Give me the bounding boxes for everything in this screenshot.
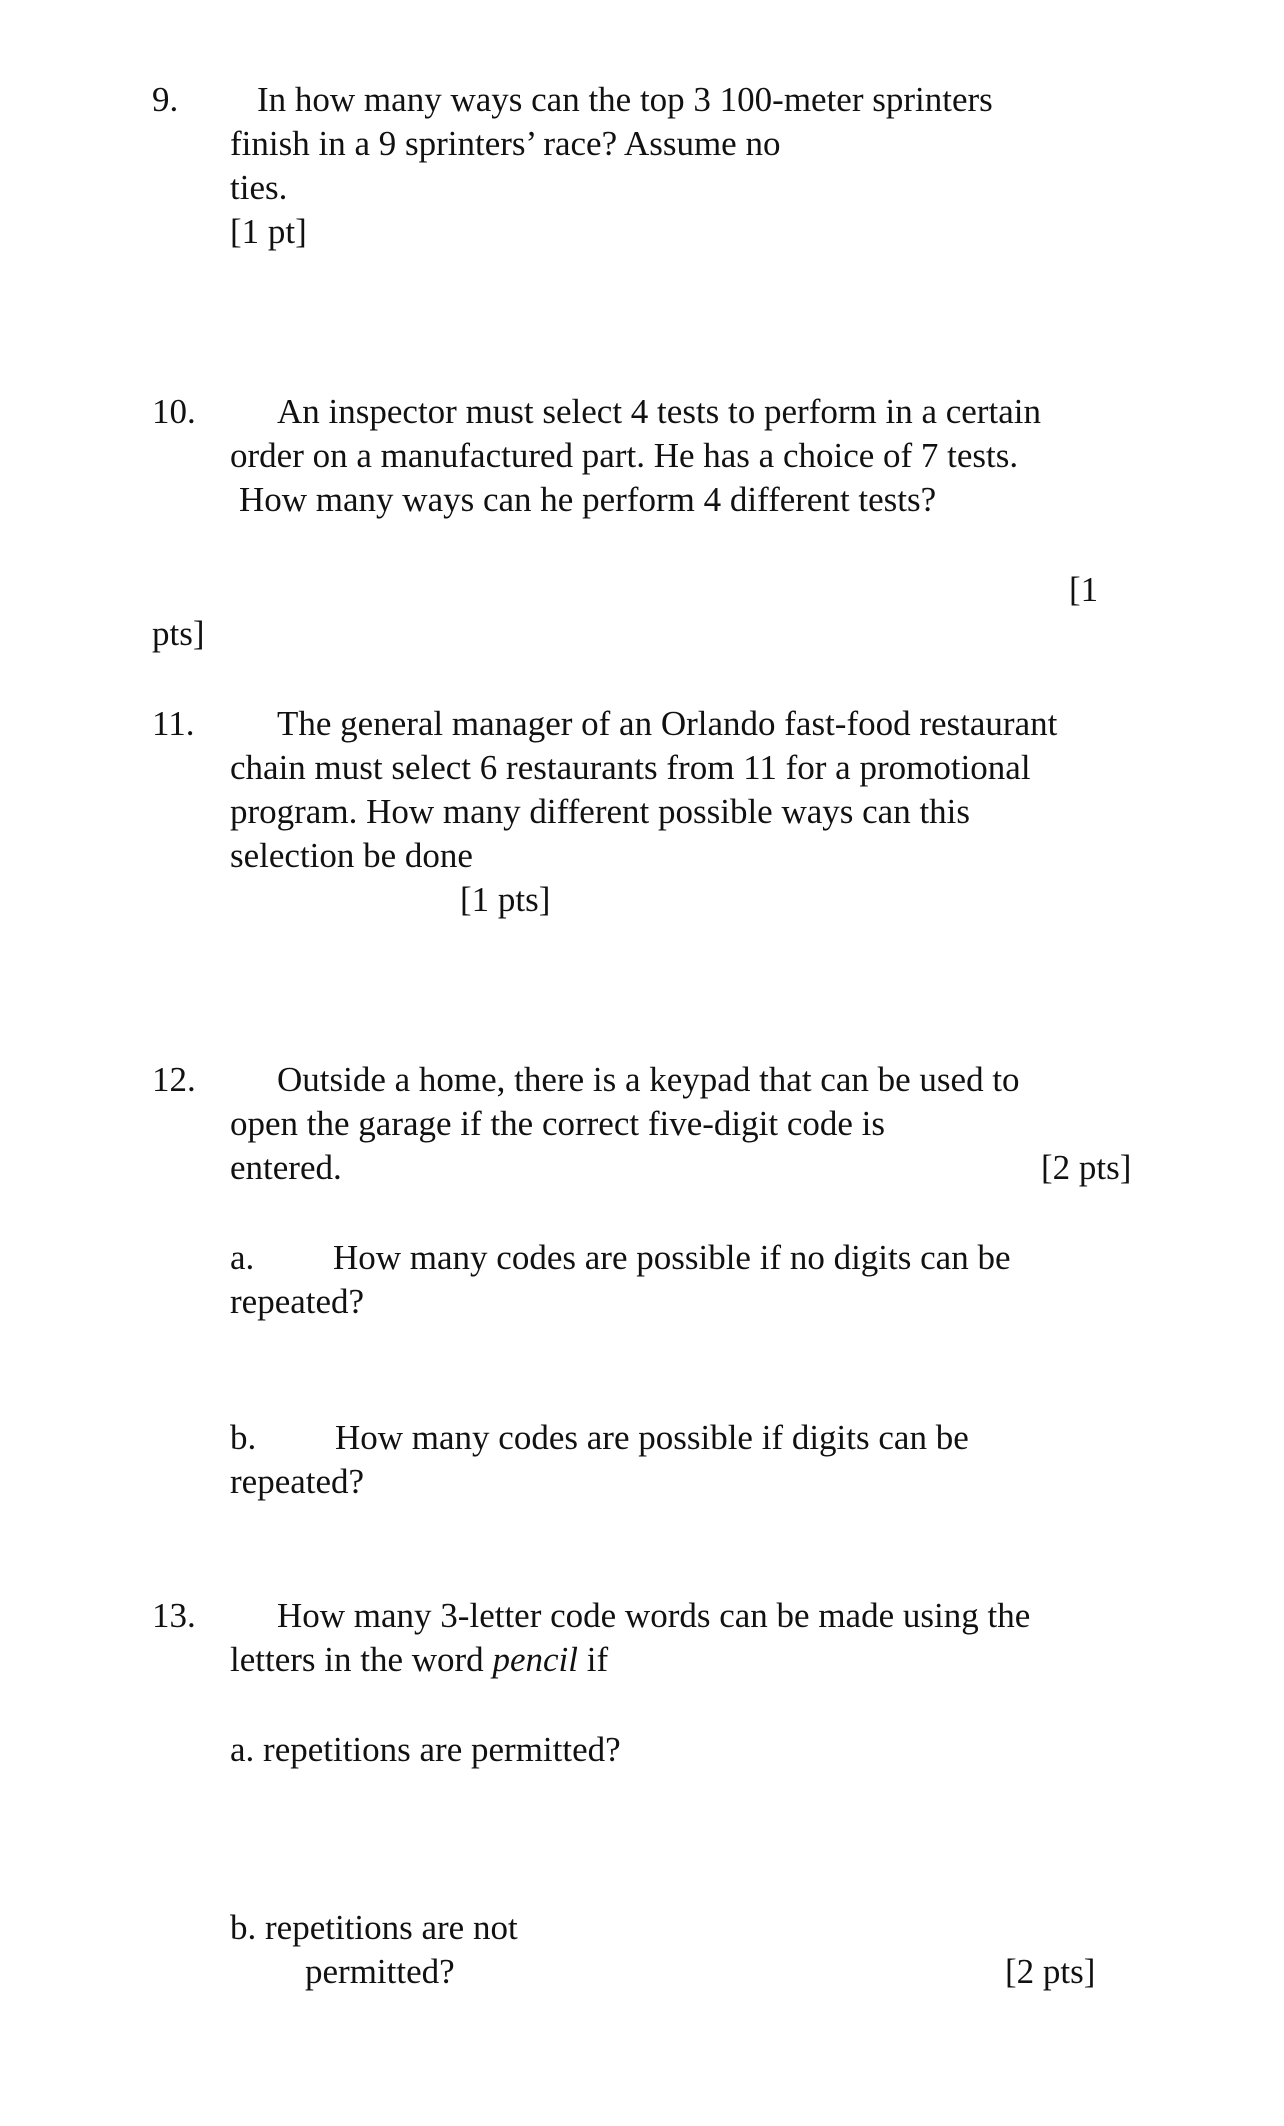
- question-text-line: selection be done: [230, 836, 473, 875]
- points-label: [1 pts]: [460, 880, 551, 919]
- question-text-line: order on a manufactured part. He has a choice of 7 tests.: [230, 436, 1019, 475]
- sub-question-text-line: How many codes are possible if no digits can be: [333, 1238, 1011, 1277]
- question-text-segment: if: [586, 1640, 609, 1679]
- question-text-line: How many ways can he perform 4 different tests?: [239, 480, 937, 519]
- question-text-line: The general manager of an Orlando fast-food restaurant: [277, 704, 1058, 743]
- points-label: pts]: [152, 614, 205, 653]
- points-label: [1 pt]: [230, 212, 307, 251]
- question-text-segment: letters in the word: [230, 1640, 484, 1679]
- question-text-line: An inspector must select 4 tests to perform in a certain: [277, 392, 1041, 431]
- question-text-line: entered.: [230, 1148, 342, 1187]
- sub-question-text-line: How many codes are possible if digits can be: [335, 1418, 969, 1457]
- question-text-line: program. How many different possible ways can this: [230, 792, 971, 831]
- question-text-line: Outside a home, there is a keypad that can be used to: [277, 1060, 1020, 1099]
- question-text-line: [230, 1638, 608, 1682]
- sub-question-b-line: permitted?: [305, 1952, 455, 1991]
- sub-question-text-line: repeated?: [230, 1282, 365, 1321]
- sub-question-text-line: repeated?: [230, 1462, 365, 1501]
- question-number: 9.: [152, 80, 179, 119]
- question-number: 11.: [152, 704, 195, 743]
- question-text-line: ties.: [230, 168, 288, 207]
- question-text-line: finish in a 9 sprinters’ race? Assume no: [230, 124, 781, 163]
- sub-question-b-line: b. repetitions are not: [230, 1908, 518, 1947]
- points-label: [1: [1069, 570, 1099, 609]
- italic-word: pencil: [492, 1640, 578, 1679]
- points-label: [2 pts]: [1005, 1952, 1096, 1991]
- question-text-line: In how many ways can the top 3 100-meter sprinters: [257, 80, 993, 119]
- question-text-line: open the garage if the correct five-digit code is: [230, 1104, 885, 1143]
- sub-question-label: a.: [230, 1238, 255, 1277]
- points-label: [2 pts]: [1041, 1148, 1132, 1187]
- question-text-line: How many 3-letter code words can be made using the: [277, 1596, 1031, 1635]
- question-text-line: chain must select 6 restaurants from 11 for a promotional: [230, 748, 1031, 787]
- sub-question-a: a. repetitions are permitted?: [230, 1730, 621, 1769]
- question-number: 12.: [152, 1060, 196, 1099]
- question-number: 10.: [152, 392, 196, 431]
- question-number: 13.: [152, 1596, 196, 1635]
- sub-question-label: b.: [230, 1418, 257, 1457]
